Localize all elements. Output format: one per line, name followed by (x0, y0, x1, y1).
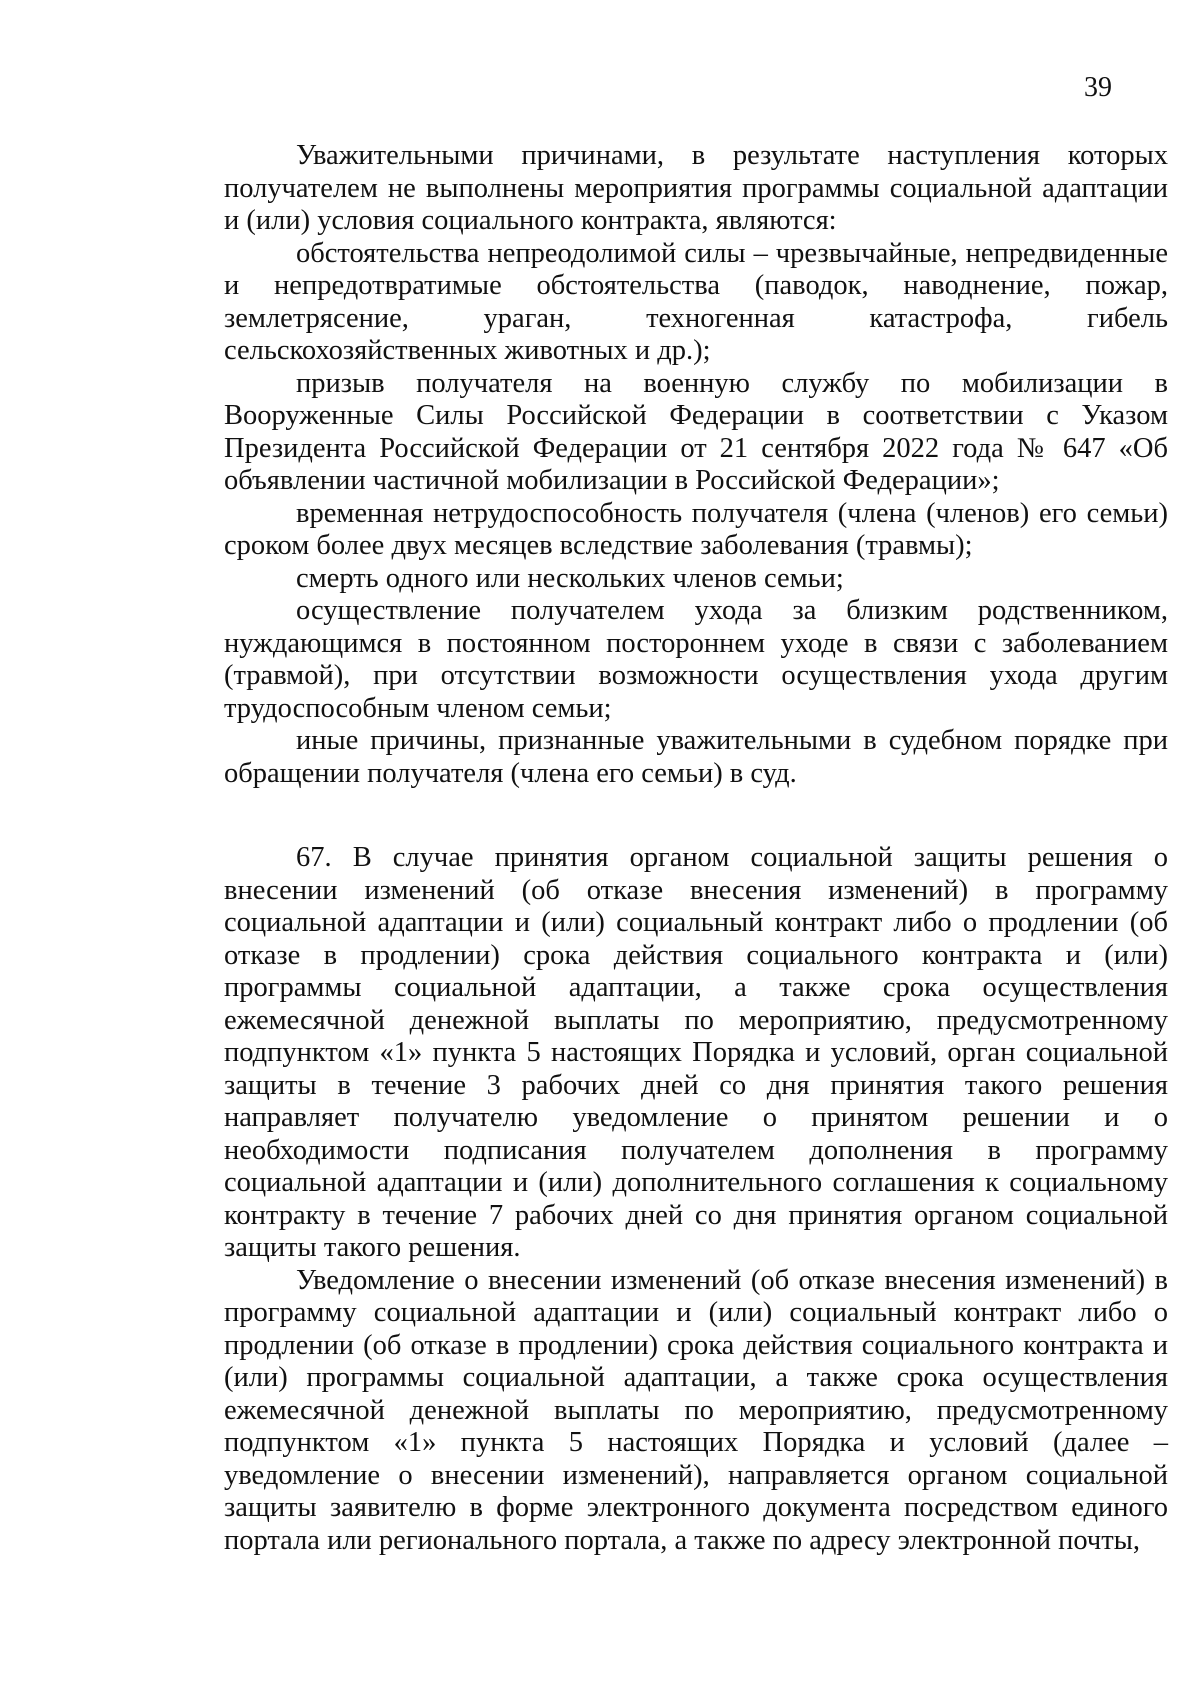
notification-paragraph: Уведомление о внесении изменений (об отказе внесения изменений) в программу социальной адаптации и (или) социальный контракт либо о продлении (об отказе в продлении) срока действия социального контракта и (или) программы социальной адаптации, а также срока осуществления ежемесячной денежной выплаты по мероприятию, предусмотренному подпунктом «1» пункта 5 настоящих Порядка и условий (далее – уведомление о внесении изменений), направляется органом социальной защиты заявителю в форме электронного документа посредством единого портала или регионального портала, а также по адресу электронной почты, (224, 1264, 1168, 1556)
clause-67-section (224, 842, 1168, 1557)
death-paragraph: смерть одного или нескольких членов семьи; (296, 562, 844, 594)
page-number: 39 (1084, 72, 1112, 103)
clause-67-paragraph: 67. В случае принятия органом социальной защиты решения о внесении изменений (об отказе внесения изменений) в программу социальной адаптации и (или) социальный контракт либо о продлении (об отказе в продлении) срока действия социального контракта и (или) программы социальной адаптации, а также срока осуществления ежемесячной денежной выплаты по мероприятию, предусмотренному подпунктом «1» пункта 5 настоящих Порядка и условий, орган социальной защиты в течение 3 рабочих дней со дня принятия такого решения направляет получателю уведомление о принятом решении и о необходимости подписания получателем дополнения в программу социальной адаптации и (или) дополнительного соглашения к социальному контракту в течение 7 рабочих дней со дня принятия органом социальной защиты такого решения. (224, 842, 1168, 1263)
reasons-section (224, 140, 1168, 790)
care-paragraph: осуществление получателем ухода за близким родственником, нуждающимся в постоянном постороннем уходе в связи с заболеванием (травмой), при отсутствии возможности осуществления ухода другим трудоспособным членом семьи; (224, 595, 1168, 724)
force-majeure-paragraph: обстоятельства непреодолимой силы – чрезвычайные, непредвиденные и непредотвратимые обстоятельства (паводок, наводнение, пожар, землетрясение, ураган, техногенная катастрофа, гибель сельскохозяйственных животных и др.); (224, 237, 1168, 366)
court-paragraph: иные причины, признанные уважительными в судебном порядке при обращении получателя (члена его семьи) в суд. (224, 725, 1168, 789)
intro-paragraph: Уважительными причинами, в результате наступления которых получателем не выполнены мероприятия программы социальной адаптации и (или) условия социального контракта, являются: (224, 140, 1168, 236)
mobilization-paragraph: призыв получателя на военную службу по мобилизации в Вооруженные Силы Российской Федерации в соответствии с Указом Президента Российской Федерации от 21 сентября 2022 года № 647 «Об объявлении частичной мобилизации в Российской Федерации»; (224, 367, 1168, 496)
disability-paragraph: временная нетрудоспособность получателя (члена (членов) его семьи) сроком более двух месяцев вследствие заболевания (травмы); (224, 497, 1168, 561)
